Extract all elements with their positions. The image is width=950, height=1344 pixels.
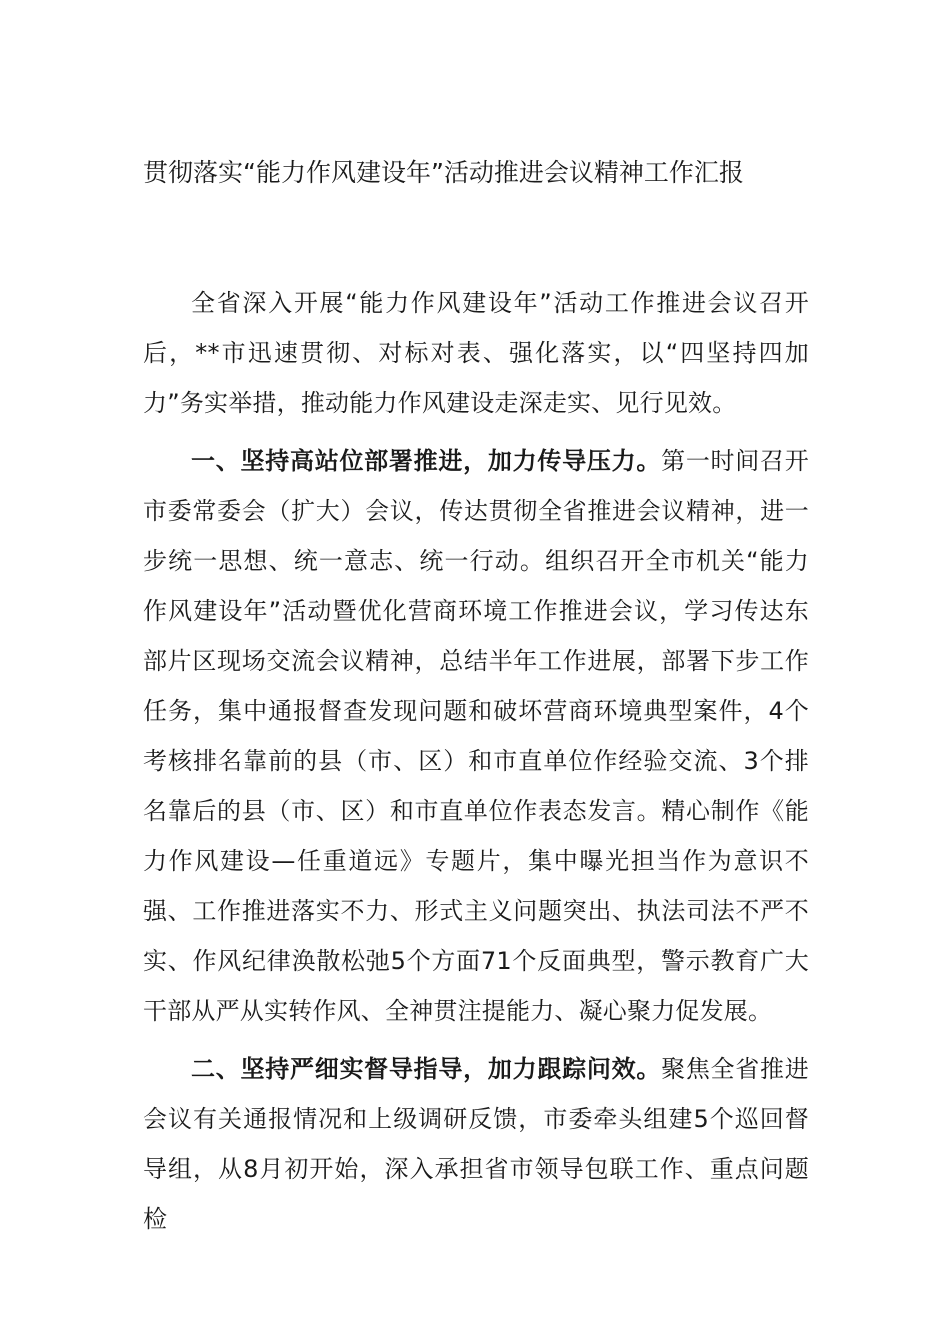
paragraph-section-1 [143,436,809,1036]
document-body [143,278,809,1252]
paragraph-text: 全省深入开展“能力作风建设年”活动工作推进会议召开后，**市迅速贯彻、对标对表、强化落实，以“四坚持四加力”务实举措，推动能力作风建设走深走实、见行见效。 [143,289,809,417]
section-heading: 一、坚持高站位部署推进，加力传导压力。 [191,447,662,475]
paragraph-intro [143,278,809,428]
section-heading: 二、坚持严细实督导指导，加力跟踪问效。 [191,1055,662,1083]
paragraph-text: 聚焦全省推进会议有关通报情况和上级调研反馈，市委牵头组建5个巡回督导组，从8月初开始，深入承担省市领导包联工作、重点问题检 [143,1055,809,1233]
paragraph-text: 第一时间召开市委常委会（扩大）会议，传达贯彻全省推进会议精神，进一步统一思想、统一意志、统一行动。组织召开全市机关“能力作风建设年”活动暨优化营商环境工作推进会议，学习传达东部片区现场交流会议精神，总结半年工作进展，部署下步工作任务，集中通报督查发现问题和破坏营商环境典型案件，4个考核排名靠前的县（市、区）和市直单位作经验交流、3个排名靠后的县（市、区）和市直单位作表态发言。精心制作《能力作风建设—任重道远》专题片，集中曝光担当作为意识不强、工作推进落实不力、形式主义问题突出、执法司法不严不实、作风纪律涣散松弛5个方面71个反面典型，警示教育广大干部从严从实转作风、全神贯注提能力、凝心聚力促发展。 [143,447,809,1025]
paragraph-section-2 [143,1044,809,1244]
document-title: 贯彻落实“能力作风建设年”活动推进会议精神工作汇报 [143,158,744,187]
